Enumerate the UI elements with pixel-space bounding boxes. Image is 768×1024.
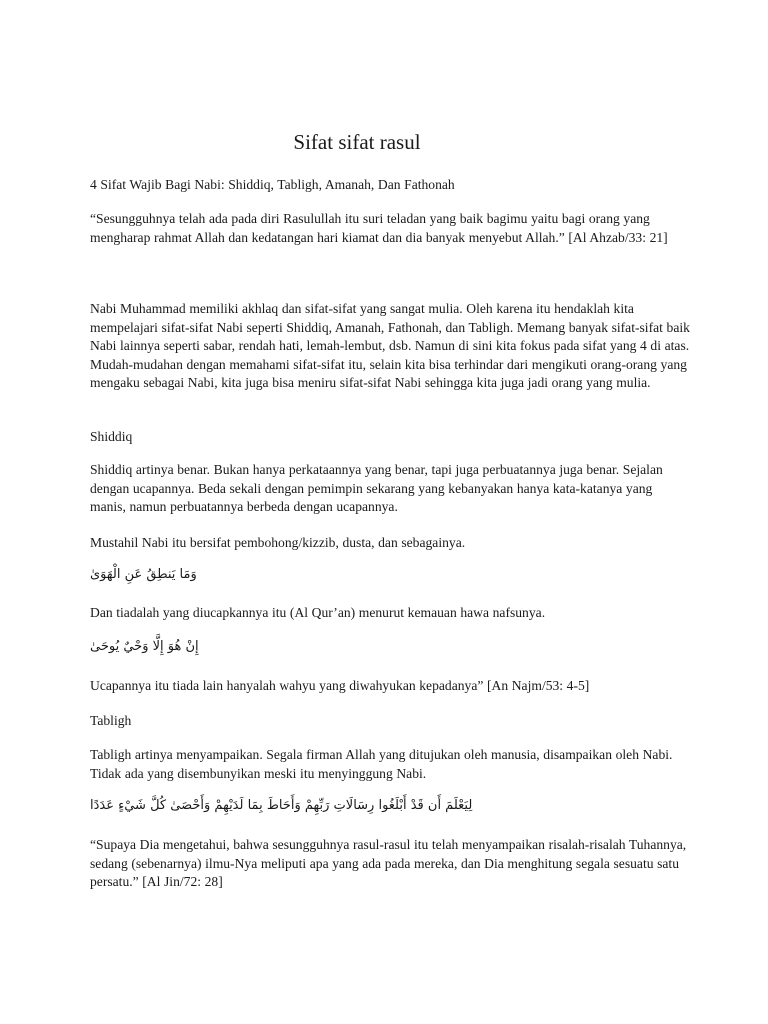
section-heading-tabligh: Tabligh — [90, 713, 132, 728]
section-heading-shiddiq: Shiddiq — [90, 429, 133, 444]
translation-3: “Supaya Dia mengetahui, bahwa sesungguhnya rasul-rasul itu telah menyampaikan risalah-risalah Tuhannya, sedang (sebenarnya) ilmu-Nya meliputi apa yang ada pada mereka, dan Dia menghitung segala sesuatu satu persatu.” [Al Jin/72: 28] — [90, 837, 687, 889]
page-title: Sifat sifat rasul — [293, 130, 421, 154]
arabic-verse-2-text: إِنْ هُوَ إِلَّا وَحْيٌ يُوحَىٰ — [90, 639, 199, 654]
arabic-verse-1-text: وَمَا يَنطِقُ عَنِ الْهَوَىٰ — [90, 567, 197, 582]
translation-1: Dan tiadalah yang diucapkannya itu (Al Qur’an) menurut kemauan hawa nafsunya. — [90, 605, 546, 620]
quote-intro: “Sesungguhnya telah ada pada diri Rasulullah itu suri teladan yang baik bagimu yaitu bagi orang yang mengharap rahmat Allah dan kedatangan hari kiamat dan dia banyak menyebut Allah.” [Al Ahzab/33: 21] — [90, 211, 668, 245]
arabic-verse-3-text: لِيَعْلَمَ أَن قَدْ أَبْلَغُوا رِسَالَاتِ رَبِّهِمْ وَأَحَاطَ بِمَا لَدَيْهِمْ وَأَحْصَىٰ كُلَّ شَيْءٍ عَدَدًا — [90, 798, 473, 813]
arabic-verse-2 — [90, 636, 690, 658]
arabic-verse-3 — [90, 795, 690, 817]
translation-2: Ucapannya itu tiada lain hanyalah wahyu yang diwahyukan kepadanya” [An Najm/53: 4-5] — [90, 678, 590, 693]
mustahil-paragraph: Mustahil Nabi itu bersifat pembohong/kizzib, dusta, dan sebagainya. — [90, 535, 466, 550]
subtitle: 4 Sifat Wajib Bagi Nabi: Shiddiq, Tabligh, Amanah, Dan Fathonah — [90, 177, 455, 192]
tabligh-paragraph: Tabligh artinya menyampaikan. Segala firman Allah yang ditujukan oleh manusia, disampaikan oleh Nabi. Tidak ada yang disembunyikan meski itu menyinggung Nabi. — [90, 747, 673, 781]
arabic-verse-1 — [90, 564, 690, 586]
shiddiq-paragraph: Shiddiq artinya benar. Bukan hanya perkataannya yang benar, tapi juga perbuatannya juga benar. Sejalan dengan ucapannya. Beda sekali dengan pemimpin sekarang yang kebanyakan hanya kata-katanya yang manis, namun perbuatannya berbeda dengan ucapannya. — [90, 462, 663, 514]
intro-paragraph: Nabi Muhammad memiliki akhlaq dan sifat-sifat yang sangat mulia. Oleh karena itu hendaklah kita mempelajari sifat-sifat Nabi seperti Shiddiq, Amanah, Fathonah, dan Tabligh. Memang banyak sifat-sifat baik Nabi lainnya seperti sabar, rendah hati, lemah-lembut, dsb. Namun di sini kita fokus pada sifat yang 4 di atas. Mudah-mudahan dengan memahami sifat-sifat itu, selain kita bisa terhindar dari mengikuti orang-orang yang mengaku sebagai Nabi, kita juga bisa meniru sifat-sifat Nabi sehingga kita juga jadi orang yang mulia. — [90, 301, 690, 390]
